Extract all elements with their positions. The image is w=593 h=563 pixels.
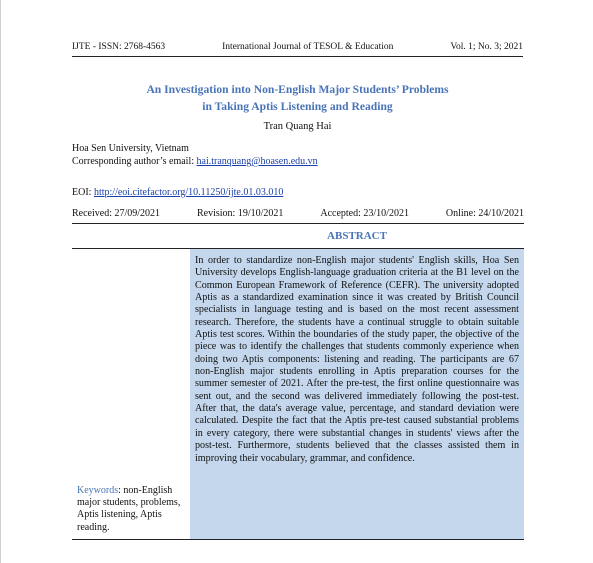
volume-text: Vol. 1; No. 3; 2021 (450, 42, 523, 52)
accepted-date: Accepted: 23/10/2021 (320, 208, 409, 219)
keywords-column (72, 249, 190, 539)
eoi-link[interactable]: http://eoi.citefactor.org/10.11250/ijte.01.03.010 (93, 187, 284, 198)
eoi-label: EOI: (72, 187, 94, 198)
eoi-line (72, 187, 283, 198)
revision-date: Revision: 19/10/2021 (197, 208, 284, 219)
abstract-bottom-rule (72, 539, 524, 540)
received-date: Received: 27/09/2021 (72, 208, 161, 219)
email-link[interactable]: hai.tranquang@hoasen.edu.vn (196, 156, 318, 167)
abstract-box (190, 249, 524, 539)
dates-row (72, 208, 524, 219)
keywords-label: Keywords (77, 484, 119, 496)
abstract-heading: ABSTRACT (327, 230, 387, 242)
keywords (77, 485, 187, 534)
page-edge-rule (0, 0, 1, 563)
keywords-text: : non-English major students, problems, Aptis listening, Aptis reading. (77, 484, 181, 533)
abstract-text: In order to standardize non-English major students' English skills, Hoa Sen University develops English-language graduation criteria at the B1 level on the Common European Framework of Reference (CEFR). The university adopted Aptis as a standardized examination since it was created by British Council specialists in language testing and is based on the most recent assessment research. Therefore, the students have a continual struggle to obtain suitable Aptis test scores. Within the boundaries of the study paper, the objective of the piece was to identify the challenges that students commonly experience when doing two Aptis components: listening and reading. The participants are 67 non-English major students enrolling in Aptis preparation courses for the summer semester of 2021. After the pre-test, the first online questionnaire was sent out, and the second was delivered immediately following the post-test. After that, the data's average value, percentage, and standard deviation were calculated. Despite the fact that the Aptis pre-test caused substantial problems in every category, there were substantial changes in students' views after the post-test. Furthermore, students believed that the classes assisted them in improving their vocabulary, grammar, and confidence. (195, 255, 519, 464)
email-label: Corresponding author’s email: (72, 156, 197, 167)
online-date: Online: 24/10/2021 (445, 208, 524, 219)
author-name: Tran Quang Hai (263, 121, 332, 132)
title-line-1: An Investigation into Non-English Major Students’ Problems (146, 83, 449, 96)
affiliation: Hoa Sen University, Vietnam (72, 143, 189, 154)
dates-rule (72, 223, 524, 224)
issn-text: IJTE - ISSN: 2768-4563 (72, 42, 166, 52)
running-header (72, 42, 523, 52)
title-line-2: in Taking Aptis Listening and Reading (202, 100, 393, 113)
email-line (72, 155, 318, 168)
journal-name: International Journal of TESOL & Education (222, 42, 394, 52)
header-rule (72, 56, 523, 57)
paper-title (72, 81, 523, 115)
